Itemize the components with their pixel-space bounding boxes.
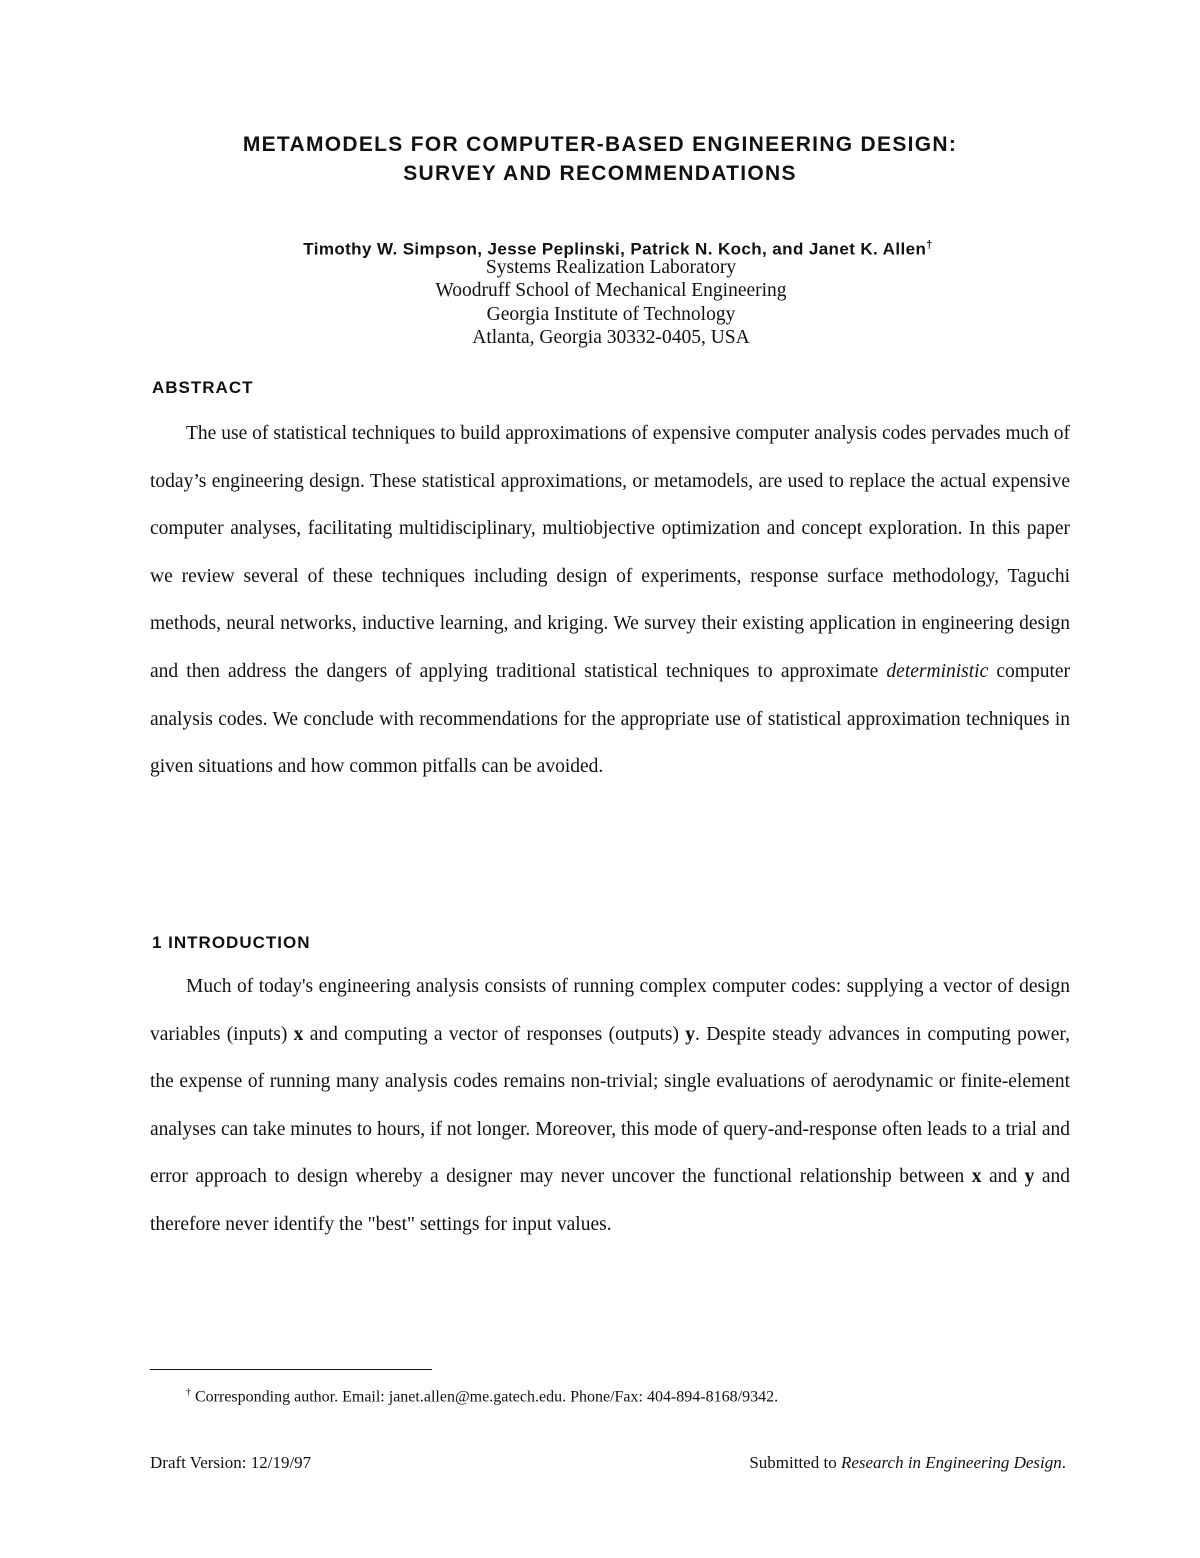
abstract-paragraph xyxy=(150,410,1070,791)
footnote-divider xyxy=(150,1369,432,1370)
title-line-2: SURVEY AND RECOMMENDATIONS xyxy=(403,162,797,185)
abstract-emphasis: deterministic xyxy=(886,660,989,682)
intro-text-2: and computing a vector of responses (outputs) xyxy=(303,1023,686,1045)
footnote xyxy=(186,1383,778,1407)
affiliation-institute: Georgia Institute of Technology xyxy=(486,303,736,325)
corresponding-author-marker: † xyxy=(926,239,933,251)
affiliation-block xyxy=(0,256,1200,349)
intro-text-4: and xyxy=(981,1166,1025,1188)
vector-y: y xyxy=(1024,1166,1035,1188)
introduction-heading: 1 INTRODUCTION xyxy=(152,933,311,952)
introduction-paragraph xyxy=(150,963,1070,1249)
intro-text-3: . Despite steady advances in computing power, the expense of running many analysis codes remains non-trivial; single evaluations of aerodynamic or finite-element analyses can take minutes to hours, if not longer. Moreover, this mode of query-and-response often leads to a trial and error approach to design whereby a designer may never uncover the functional relationship between xyxy=(150,1023,1071,1188)
footer-submission xyxy=(749,1453,1066,1473)
vector-x: x xyxy=(293,1023,304,1045)
author-names: Timothy W. Simpson, Jesse Peplinski, Patrick N. Koch, and Janet K. Allen xyxy=(303,239,927,259)
intro-text-5: and therefore never identify the "best" settings for input values. xyxy=(150,1166,1071,1235)
affiliation-school: Woodruff School of Mechanical Engineering xyxy=(435,280,787,302)
footnote-marker: † xyxy=(186,1387,191,1398)
affiliation-lab: Systems Realization Laboratory xyxy=(485,257,737,278)
footer-journal-name: Research in Engineering Design xyxy=(840,1453,1062,1472)
vector-y: y xyxy=(685,1023,696,1045)
footnote-text: Corresponding author. Email: janet.allen@me.gatech.edu. Phone/Fax: 404-894-8168/9342. xyxy=(195,1388,779,1406)
footer-submission-suffix: . xyxy=(1061,1453,1066,1472)
footer-submission-prefix: Submitted to xyxy=(749,1453,841,1472)
affiliation-address: Atlanta, Georgia 30332-0405, USA xyxy=(472,326,750,348)
title-line-1: METAMODELS FOR COMPUTER-BASED ENGINEERING DESIGN: xyxy=(242,133,958,156)
abstract-text-part-2: computer analysis codes. We conclude with recommendations for the appropriate use of statistical approximation techniques in given situations and how common pitfalls can be avoided. xyxy=(150,660,1071,778)
vector-x: x xyxy=(971,1166,982,1188)
abstract-heading: ABSTRACT xyxy=(152,378,254,397)
footer-draft-version: Draft Version: 12/19/97 xyxy=(150,1453,312,1472)
abstract-text-part-1: The use of statistical techniques to build approximations of expensive computer analysis codes pervades much of today’s engineering design. These statistical approximations, or metamodels, are used to replace the actual expensive computer analyses, facilitating multidisciplinary, multiobjective optimization and concept exploration. In this paper we review several of these techniques including design of experiments, response surface methodology, Taguchi methods, neural networks, inductive learning, and kriging. We survey their existing application in engineering design and then address the dangers of applying traditional statistical techniques to approximate xyxy=(150,423,1070,682)
paper-title xyxy=(0,130,1200,188)
intro-text-1: Much of today's engineering analysis consists of running complex computer codes: supplying a vector of design variables (inputs) xyxy=(150,976,1070,1045)
